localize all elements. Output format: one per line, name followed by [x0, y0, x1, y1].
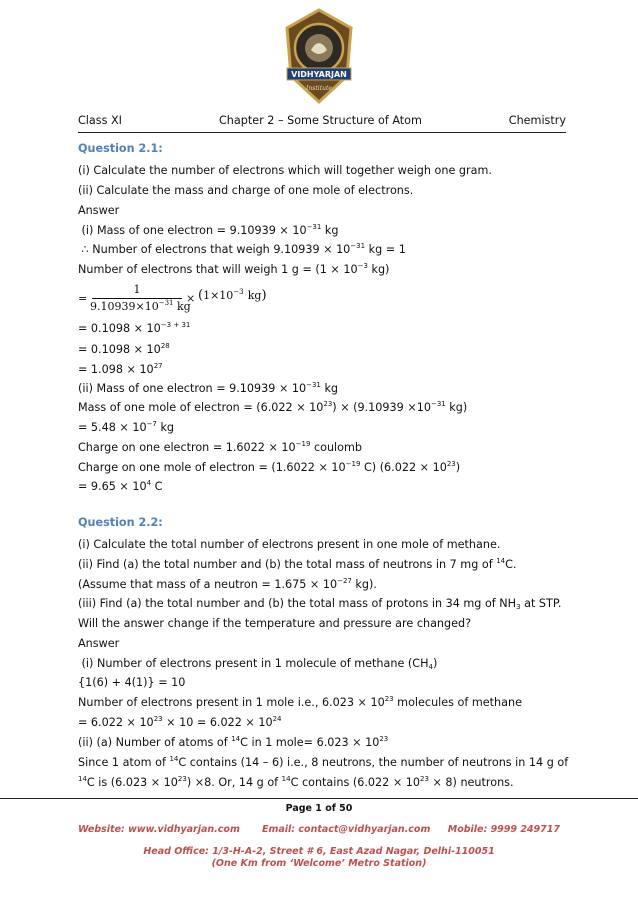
footer-mobile: Mobile: 9999 249717: [447, 824, 560, 835]
q1-line-5: ∴ Number of electrons that weigh $9.10939 \times 10^{-31}$ kg = 1: [78, 242, 406, 256]
q2-line-2: (ii) Find (a) the total number and (b) the total mass of neutrons in 7 mg of $^{14}$C.: [78, 557, 517, 571]
footer-head-office-note: (One Km from ‘Welcome’ Metro Station): [211, 858, 427, 869]
footer-website[interactable]: Website: www.vidhyarjan.com: [78, 824, 240, 835]
q1-line-2: (ii) Calculate the mass and charge of one mole of electrons.: [78, 184, 414, 197]
vidhyarjan-logo: [281, 6, 357, 106]
header-subject: Chemistry: [508, 114, 566, 127]
q1-line-11: Mass of one mole of electron = $(6.022 \times 10^{23}) \times (9.10939 \times 10^{-31}$ kg): [78, 400, 468, 414]
logo-text: VIDHYARJAN: [291, 70, 347, 79]
q2-line-7: (i) Number of electrons present in 1 molecule of methane $(CH_4)$: [78, 657, 438, 671]
q2-line-11: (ii) (a) Number of atoms of $^{14}$C in 1 mole= $6.023 \times 10^{23}$: [78, 735, 389, 749]
q2-answer-label: Answer: [78, 637, 120, 650]
q1-answer-label: Answer: [78, 204, 120, 217]
q1-line-10: (ii) Mass of one electron = $9.10939 \times 10^{-31}$ kg: [78, 381, 339, 395]
footer-head-office: Head Office: 1/3-H-A-2, Street # 6, East Azad Nagar, Delhi-110051: [143, 846, 495, 857]
q2-line-12: Since 1 atom of $^{14}$C contains (14 – 6) i.e., 8 neutrons, the number of neutrons in 14 g of: [78, 755, 569, 769]
q2-line-9: Number of electrons present in 1 mole i.e., $6.023 \times 10^{23}$ molecules of methane: [78, 695, 522, 709]
header-chapter: Chapter 2 – Some Structure of Atom: [219, 114, 422, 127]
q1-line-13: Charge on one electron = $1.6022 \times 10^{-19}$ coulomb: [78, 440, 363, 454]
q1-line-1: (i) Calculate the number of electrons which will together weigh one gram.: [78, 164, 492, 177]
page-number: Page 1 of 50: [285, 803, 353, 814]
q2-line-13: $^{14}$C is $(6.023 \times 10^{23}) \times 8$. Or, 14 g of $^{14}$C contains $(6.022 \times 10^{23} \times 8)$ neutrons.: [78, 775, 514, 789]
q1-line-15: = $9.65 \times 10^4$ C: [78, 479, 163, 493]
q2-line-3: (Assume that mass of a neutron = $1.675 \times 10^{-27}$ kg).: [78, 577, 377, 591]
q1-line-9: = $1.098 \times 10^{27}$: [78, 362, 163, 376]
q1-line-8: = $0.1098 \times 10^{28}$: [78, 342, 170, 356]
q1-line-14: Charge on one mole of electron = ($1.6022 \times 10^{-19}$ C) $(6.022 \times 10^{23})$: [78, 460, 461, 474]
q2-line-1: (i) Calculate the total number of electrons present in one mole of methane.: [78, 538, 501, 551]
question-2-1-title: Question 2.1:: [78, 142, 163, 155]
page-header: [78, 114, 566, 133]
q2-line-5: Will the answer change if the temperature and pressure are changed?: [78, 617, 472, 630]
q2-line-8: {1(6) + 4(1)} = 10: [78, 676, 186, 689]
q1-line-6: Number of electrons that will weigh 1 $g = (1 \times 10^{-3}$ kg): [78, 262, 390, 276]
q2-line-10: = $6.022 \times 10^{23} \times 10 = 6.022 \times 10^{24}$: [78, 715, 282, 729]
footer-email[interactable]: Email: contact@vidhyarjan.com: [262, 824, 431, 835]
q1-line-7: = $0.1098 \times 10^{-3 + 31}$: [78, 321, 191, 335]
q2-line-4: (iii) Find (a) the total number and (b) the total mass of protons in 34 mg of $NH_3$ at STP.: [78, 597, 562, 611]
question-2-2-title: Question 2.2:: [78, 516, 163, 529]
footer-rule: [0, 798, 638, 799]
header-class: Class XI: [78, 114, 122, 127]
q1-line-4: (i) Mass of one electron = $9.10939 \times 10^{-31}$ kg: [78, 223, 339, 237]
logo-subtext: Institute: [306, 85, 332, 92]
q1-line-12: = $5.48 \times 10^{-7}$ kg: [78, 420, 175, 434]
